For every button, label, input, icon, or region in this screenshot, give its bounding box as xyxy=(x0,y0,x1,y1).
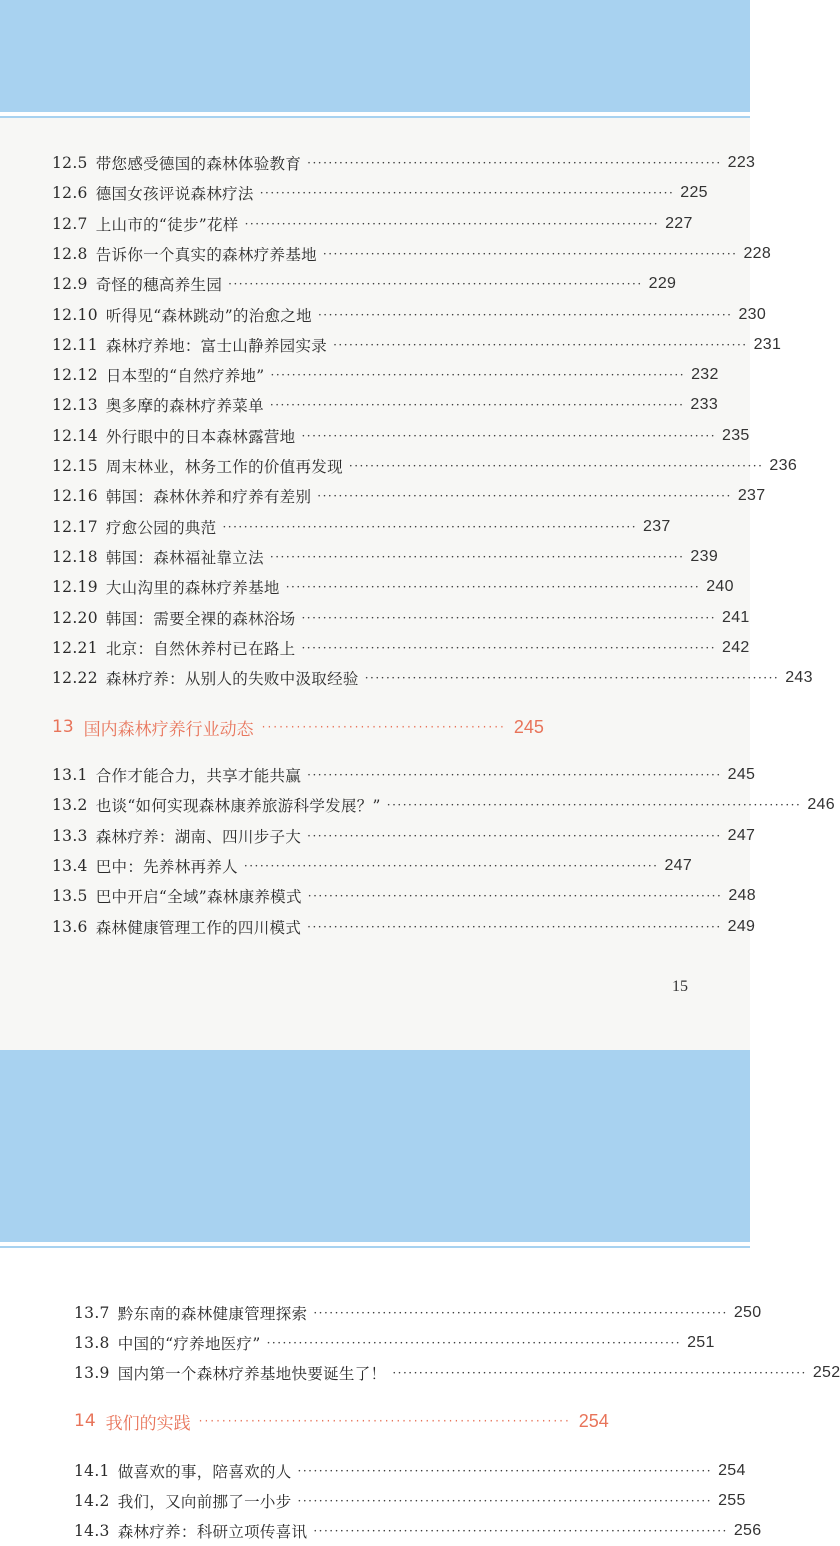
entry-page: 241 xyxy=(722,608,750,626)
entry-number: 13.5 xyxy=(52,887,88,906)
leader-dots: ·············································································· xyxy=(222,519,638,534)
toc-entry[interactable] xyxy=(74,1358,840,1388)
entry-number: 12.16 xyxy=(52,487,98,506)
entry-title: 合作才能合力，共享才能共赢 xyxy=(95,767,302,785)
entry-title: 周末林业，林务工作的价值再发现 xyxy=(105,458,343,476)
entry-page: 248 xyxy=(728,887,756,905)
entry-title: 德国女孩评说森林疗法 xyxy=(95,185,254,204)
header-rule xyxy=(0,1246,750,1248)
toc-entry[interactable] xyxy=(74,1456,746,1486)
toc-entry[interactable] xyxy=(74,1486,746,1516)
entry-page: 242 xyxy=(722,638,750,656)
leader-dots: ·············································································· xyxy=(307,768,722,782)
entry-page: 223 xyxy=(727,154,756,171)
toc-entry[interactable] xyxy=(52,821,756,851)
leader-dots: ·············································································· xyxy=(269,398,685,413)
entry-page: 255 xyxy=(718,1492,746,1509)
entry-page: 239 xyxy=(690,547,719,565)
entry-number: 12.11 xyxy=(52,335,98,354)
entry-page: 252 xyxy=(812,1364,840,1381)
toc-entry[interactable] xyxy=(52,851,693,881)
entry-page: 235 xyxy=(722,426,750,444)
entry-page: 230 xyxy=(738,305,767,323)
entry-title: 疗愈公园的典范 xyxy=(105,518,217,537)
leader-dots: ·············································································· xyxy=(392,1366,807,1380)
leader-dots: ·············································································· xyxy=(243,858,659,873)
leader-dots: ·············································································· xyxy=(285,580,701,595)
entry-page: 240 xyxy=(706,578,734,596)
toc-entry[interactable] xyxy=(52,912,756,942)
entry-title: 森林疗养：从别人的失败中汲取经验 xyxy=(105,670,359,689)
leader-dots: ·············································································· xyxy=(269,549,685,564)
header-band xyxy=(0,0,750,112)
toc-entry[interactable] xyxy=(74,1298,762,1328)
toc-entry[interactable] xyxy=(52,300,767,330)
entry-page: 227 xyxy=(665,214,693,232)
entry-title: 奥多摩的森林疗养菜单 xyxy=(105,397,264,416)
entry-page: 254 xyxy=(718,1462,746,1479)
leader-dots: ·············································································· xyxy=(297,1494,713,1508)
entry-number: 12.15 xyxy=(52,457,98,475)
chapter-13-heading[interactable]: 13 国内森林疗养行业动态 ·········································· 245 xyxy=(52,716,544,740)
leader-dots: ·············································································· xyxy=(266,1336,682,1350)
toc-entry[interactable] xyxy=(52,760,756,790)
entry-title: 外行眼中的日本森林露营地 xyxy=(105,427,296,446)
entry-number: 13.2 xyxy=(52,796,88,815)
toc-entry[interactable] xyxy=(52,881,756,911)
entry-number: 12.18 xyxy=(52,547,98,566)
entry-page: 228 xyxy=(743,244,772,262)
entry-number: 12.14 xyxy=(52,426,98,445)
leader-dots: ·············································································· xyxy=(317,307,733,322)
leader-dots: ·············································································· xyxy=(301,640,717,655)
entry-page: 249 xyxy=(727,917,756,935)
toc-entry[interactable] xyxy=(74,1516,762,1546)
entry-title: 巴中开启“全域”森林康养模式 xyxy=(95,888,302,907)
leader-dots: ·············································································· xyxy=(307,156,722,170)
toc-entry[interactable] xyxy=(52,633,750,663)
leader-dots: ·············································································· xyxy=(364,671,780,686)
entry-number: 14.1 xyxy=(74,1462,110,1480)
entry-title: 巴中：先养林再养人 xyxy=(95,857,238,876)
entry-number: 12.8 xyxy=(52,244,88,263)
toc-entry[interactable] xyxy=(52,663,813,693)
toc-entry[interactable] xyxy=(52,209,693,239)
leader-dots: ·············································································· xyxy=(333,337,748,352)
entry-title: 日本型的“自然疗养地” xyxy=(105,367,265,386)
entry-number: 12.7 xyxy=(52,214,88,233)
entry-number: 12.19 xyxy=(52,578,98,597)
toc-entry[interactable] xyxy=(52,390,719,420)
toc-entry[interactable] xyxy=(52,451,798,481)
entry-number: 14.3 xyxy=(74,1522,110,1540)
entry-number: 12.10 xyxy=(52,305,98,324)
entry-title: 黔东南的森林健康管理探索 xyxy=(117,1305,308,1323)
entry-page: 245 xyxy=(727,766,756,783)
entry-number: 14.2 xyxy=(74,1492,110,1510)
entry-page: 237 xyxy=(737,487,766,505)
entry-title: 森林疗养：湖南、四川步子大 xyxy=(95,827,302,846)
toc-entry[interactable] xyxy=(52,421,750,451)
entry-title: 韩国：森林福祉靠立法 xyxy=(105,548,264,567)
entry-title: 也谈“如何实现森林康养旅游科学发展？” xyxy=(95,797,381,816)
leader-dots: ·············································································· xyxy=(301,610,717,625)
leader-dots: ·············································································· xyxy=(228,277,643,292)
entry-title: 中国的“疗养地医疗” xyxy=(117,1335,261,1353)
toc-entry[interactable] xyxy=(52,572,734,602)
toc-page-2 xyxy=(0,1050,840,1546)
leader-dots: ·············································································· xyxy=(259,186,675,201)
entry-page: 233 xyxy=(690,396,719,414)
entry-page: 236 xyxy=(769,457,798,474)
entry-page: 247 xyxy=(664,856,693,874)
entry-title: 做喜欢的事，陪喜欢的人 xyxy=(117,1463,292,1481)
leader-dots: ·············································································· xyxy=(297,1464,713,1478)
entry-page: 231 xyxy=(753,335,782,353)
toc-entry[interactable] xyxy=(52,239,772,269)
entry-title: 韩国：森林休养和疗养有差别 xyxy=(105,488,312,507)
entry-page: 229 xyxy=(648,275,677,293)
header-rule xyxy=(0,116,750,118)
leader-dots: ·············································································· xyxy=(307,919,722,934)
entry-number: 12.9 xyxy=(52,275,88,294)
entry-title: 带您感受德国的森林体验教育 xyxy=(95,155,302,173)
leader-dots: ·············································································· xyxy=(313,1306,728,1320)
header-band xyxy=(0,1050,750,1242)
entry-page: 250 xyxy=(733,1304,762,1321)
entry-number: 13.8 xyxy=(74,1334,110,1352)
leader-dots: ·············································································· xyxy=(386,798,802,813)
entry-title: 森林疗养地：富士山静养园实录 xyxy=(105,336,328,355)
entry-page: 247 xyxy=(727,826,756,844)
chapter-14-heading[interactable]: 14 我们的实践 ································································ 254 xyxy=(74,1410,609,1434)
entry-page: 232 xyxy=(691,366,719,384)
entry-page: 243 xyxy=(785,669,813,687)
leader-dots: ·············································································· xyxy=(313,1524,728,1538)
toc-entry[interactable] xyxy=(52,481,766,511)
entry-number: 12.21 xyxy=(52,638,98,657)
toc-entry[interactable] xyxy=(52,148,756,178)
entry-title: 森林健康管理工作的四川模式 xyxy=(95,918,302,937)
entry-number: 13.4 xyxy=(52,856,88,875)
entry-title: 韩国：需要全裸的森林浴场 xyxy=(105,609,296,628)
toc-entry[interactable] xyxy=(52,542,719,572)
entry-number: 12.6 xyxy=(52,184,88,203)
entry-number: 13.6 xyxy=(52,917,88,936)
entry-title: 告诉你一个真实的森林疗养基地 xyxy=(95,245,317,264)
leader-dots: ·············································································· xyxy=(270,368,686,383)
entry-number: 12.5 xyxy=(52,154,88,172)
entry-title: 国内第一个森林疗养基地快要诞生了！ xyxy=(117,1365,387,1383)
leader-dots: ·············································································· xyxy=(317,489,732,504)
entry-number: 12.17 xyxy=(52,517,98,536)
entry-number: 12.13 xyxy=(52,396,98,415)
toc-entry[interactable] xyxy=(52,178,708,208)
leader-dots: ·············································································· xyxy=(307,889,723,904)
leader-dots: ·············································································· xyxy=(322,246,738,261)
leader-dots: ·············································································· xyxy=(307,828,722,843)
toc-entry[interactable] xyxy=(52,603,750,633)
entry-title: 大山沟里的森林疗养基地 xyxy=(105,579,280,598)
entry-title: 森林疗养：科研立项传喜讯 xyxy=(117,1523,308,1541)
entry-number: 13.7 xyxy=(74,1304,110,1322)
entry-page: 251 xyxy=(687,1334,715,1351)
entry-number: 13.9 xyxy=(74,1364,110,1382)
entry-number: 13.1 xyxy=(52,766,88,784)
entry-number: 12.20 xyxy=(52,608,98,627)
leader-dots: ·············································································· xyxy=(244,216,660,231)
entry-title: 北京：自然休养村已在路上 xyxy=(105,639,296,658)
toc-entry[interactable] xyxy=(52,269,677,299)
toc-entry[interactable] xyxy=(52,360,719,390)
leader-dots: ·············································································· xyxy=(348,459,764,473)
toc-entry[interactable] xyxy=(74,1328,715,1358)
entry-page: 237 xyxy=(643,517,671,535)
entry-number: 12.22 xyxy=(52,669,98,688)
toc-entry[interactable] xyxy=(52,790,835,820)
entry-page: 256 xyxy=(733,1522,762,1539)
entry-number: 12.12 xyxy=(52,366,98,385)
toc-entry[interactable] xyxy=(52,512,671,542)
entry-title: 上山市的“徒步”花样 xyxy=(95,215,239,234)
entry-page: 246 xyxy=(807,796,835,814)
toc-entry[interactable] xyxy=(52,330,782,360)
entry-title: 我们，又向前挪了一小步 xyxy=(117,1493,292,1511)
page-number: 15 xyxy=(672,978,688,995)
leader-dots: ·············································································· xyxy=(301,428,717,443)
entry-number: 13.3 xyxy=(52,826,88,845)
entry-page: 225 xyxy=(680,184,708,202)
entry-title: 听得见“森林跳动”的治愈之地 xyxy=(105,306,312,325)
entry-title: 奇怪的穗高养生园 xyxy=(95,276,223,295)
